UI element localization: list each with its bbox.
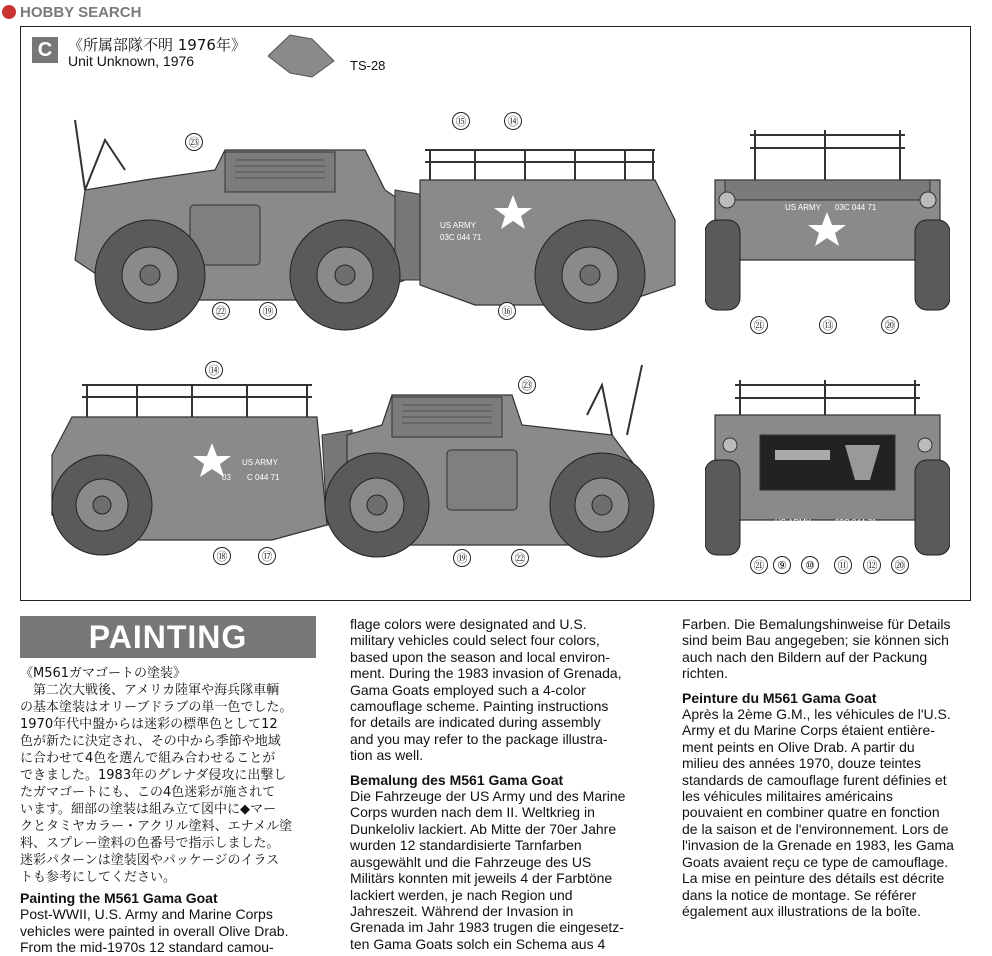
en-paragraph-part2 <box>350 616 650 764</box>
paint-swatch-icon <box>268 31 348 81</box>
jp-text-line: 第二次大戦後、アメリカ陸軍や海兵隊車輌 <box>20 683 280 698</box>
callout-14: ⑭ <box>504 112 522 130</box>
de-text-line: ten Gama Goats solch ein Schema aus 4 <box>350 935 606 952</box>
de-text-line: ausgewählt und die Fahrzeuge des US <box>350 853 592 870</box>
svg-text:US ARMY: US ARMY <box>775 518 812 527</box>
de-text-line: wurden 12 standardisierte Tarnfarben <box>350 837 582 854</box>
fr-text-line: pouvaient en combiner quatre en fonction <box>682 804 940 821</box>
jp-text-line: の基本塗装はオリーブドラブの単一色でした。 <box>20 700 293 715</box>
en-heading: Painting the M561 Gama Goat <box>20 890 218 906</box>
fr-text-line: les véhicules militaires américains <box>682 788 893 805</box>
fr-text-line: La mise en peinture des détails est décrite <box>682 870 945 887</box>
en-text-line: camouflage scheme. Painting instructions <box>350 698 609 715</box>
vehicle-rear-view <box>705 370 950 560</box>
painting-banner: PAINTING <box>20 616 316 658</box>
en-text-line: vehicles were painted in overall Olive Drab. <box>20 922 289 939</box>
callout-18: ⑱ <box>213 547 231 565</box>
callout-23-bottom: ㉓ <box>518 376 536 394</box>
callout-21-front: ㉑ <box>750 316 768 334</box>
jp-text-line: に合わせて4色を選んで組み合わせることが <box>20 751 276 766</box>
jp-text-line: 1970年代中盤からは迷彩の標準色として12 <box>20 717 278 732</box>
jp-text-line: 色が新たに決定され、その中から季節や地域 <box>20 734 281 749</box>
callout-19: ⑲ <box>259 302 277 320</box>
paint-code-label: TS-28 <box>350 58 386 73</box>
vehicle-side-view-top <box>55 110 695 340</box>
fr-text-line: ment peints en Olive Drab. A partir du <box>682 738 915 755</box>
callout-15: ⑮ <box>452 112 470 130</box>
de-text-line: lackiert werden, je nach Region und <box>350 886 573 903</box>
en-text-line: and you may refer to the package illustra- <box>350 730 608 747</box>
scheme-badge: C <box>32 37 58 63</box>
text-column-2 <box>350 616 650 952</box>
de-text-line: Farben. Die Bemalungshinweise für Details <box>682 616 951 632</box>
de-paragraph-part1 <box>350 788 650 952</box>
fr-text-line: également aux illustrations de la boîte. <box>682 902 921 919</box>
svg-text:US ARMY: US ARMY <box>785 203 822 212</box>
en-text-line: based upon the season and local environ- <box>350 648 610 665</box>
en-text-line: tion as well. <box>350 747 424 764</box>
en-text-line: for details are indicated during assembly <box>350 714 601 731</box>
jp-text-line: できました。1983年のグレナダ侵攻に出撃し <box>20 768 287 783</box>
jp-text-line: 料、スプレー塗料の色番号で指示しました。 <box>20 836 280 851</box>
fr-text-line: Army et du Marine Corps étaient entière- <box>682 722 935 739</box>
de-text-line: auch nach den Bildern auf der Packung <box>682 648 928 665</box>
callout-17: ⑰ <box>258 547 276 565</box>
vehicle-front-view <box>705 120 950 320</box>
scheme-title-en: Unit Unknown, 1976 <box>68 53 195 69</box>
callout-23: ㉓ <box>185 133 203 151</box>
callout-20-rear: ⑳ <box>891 556 909 574</box>
marking-us-army: US ARMY <box>440 221 477 230</box>
callout-13: ⑬ <box>819 316 837 334</box>
callout-9: ⑨ <box>773 556 791 574</box>
jp-paragraph <box>20 682 325 886</box>
marking-reg-left: 03 <box>222 473 231 482</box>
text-column-3 <box>682 616 977 919</box>
en-text-line: From the mid-1970s 12 standard camou- <box>20 939 274 956</box>
marking-reg-right: C 044 71 <box>247 473 280 482</box>
callout-22-bottom: ㉒ <box>511 549 529 567</box>
hobbysearch-logo-icon <box>2 5 16 19</box>
fr-text-line: milieu des années 1970, douze teintes <box>682 755 921 772</box>
callout-12: ⑫ <box>863 556 881 574</box>
de-text-line: Jahreszeit. Während der Invasion in <box>350 902 574 919</box>
de-paragraph-part2 <box>682 616 977 682</box>
jp-text-line: トも参考にしてください。 <box>20 870 177 885</box>
watermark-text: HOBBY SEARCH <box>20 3 142 21</box>
callout-19-bottom: ⑲ <box>453 549 471 567</box>
fr-text-line: l'invasion de la Grenade en 1983, les Gama <box>682 837 954 854</box>
callout-16: ⑯ <box>498 302 516 320</box>
fr-heading: Peinture du M561 Gama Goat <box>682 689 877 706</box>
de-text-line: Dunkeloliv lackiert. Ab Mitte der 70er Jahre <box>350 820 617 837</box>
en-text-line: Gama Goats employed such a 4-color <box>350 681 586 698</box>
marking-registration: 03C 044 71 <box>440 233 482 242</box>
fr-text-line: standards de camouflage furent définies et <box>682 771 947 788</box>
watermark-logo <box>0 0 200 24</box>
de-text-line: sind beim Bau angegeben; sie können sich <box>682 632 949 649</box>
en-paragraph-part1 <box>20 906 325 955</box>
fr-paragraph <box>682 706 977 919</box>
en-text-line: flage colors were designated and U.S. <box>350 616 587 632</box>
jp-text-line: クとタミヤカラー・アクリル塗料、エナメル塗 <box>20 819 293 834</box>
callout-21-rear: ㉑ <box>750 556 768 574</box>
de-heading: Bemalung des M561 Gama Goat <box>350 771 564 788</box>
callout-10: ⑩ <box>801 556 819 574</box>
callout-22: ㉒ <box>212 302 230 320</box>
en-text-line: Post-WWII, U.S. Army and Marine Corps <box>20 906 273 923</box>
callout-20-front: ⑳ <box>881 316 899 334</box>
text-column-1 <box>20 665 325 956</box>
fr-text-line: Après la 2ème G.M., les véhicules de l'U.S. <box>682 706 951 723</box>
svg-text:03C 044 71: 03C 044 71 <box>835 203 877 212</box>
jp-text-line: たガマゴートにも、この4色迷彩が施されて <box>20 785 276 800</box>
de-text-line: richten. <box>682 665 728 682</box>
vehicle-side-view-bottom <box>42 355 692 560</box>
callout-11: ⑪ <box>834 556 852 574</box>
en-text-line: ment. During the 1983 invasion of Grenada, <box>350 665 622 682</box>
de-text-line: Militärs konnten mit jeweils 4 der Farbtöne <box>350 870 613 887</box>
jp-text-line: 迷彩パターンは塗装図やパッケージのイラス <box>20 853 280 868</box>
de-text-line: Corps wurden nach dem II. Weltkrieg in <box>350 804 595 821</box>
fr-text-line: dans la notice de montage. Se référer <box>682 886 917 903</box>
en-text-line: military vehicles could select four colors, <box>350 632 600 649</box>
scheme-title-jp: 《所属部隊不明 1976年》 <box>68 36 246 54</box>
jp-text-line: います。細部の塗装は組み立て図中に◆マー <box>20 802 276 817</box>
svg-text:US ARMY: US ARMY <box>242 458 279 467</box>
de-text-line: Grenada im Jahr 1983 trugen die eingesetz- <box>350 919 624 936</box>
fr-text-line: Goats avaient reçu ce type de camouflage. <box>682 853 949 870</box>
svg-text:03C 044 71: 03C 044 71 <box>835 518 877 527</box>
jp-heading: 《M561ガマゴートの塗装》 <box>20 666 187 681</box>
callout-14-bottom: ⑭ <box>205 361 223 379</box>
fr-text-line: de la saison et de l'environnement. Lors de <box>682 820 949 837</box>
de-text-line: Die Fahrzeuge der US Army und des Marine <box>350 788 626 805</box>
